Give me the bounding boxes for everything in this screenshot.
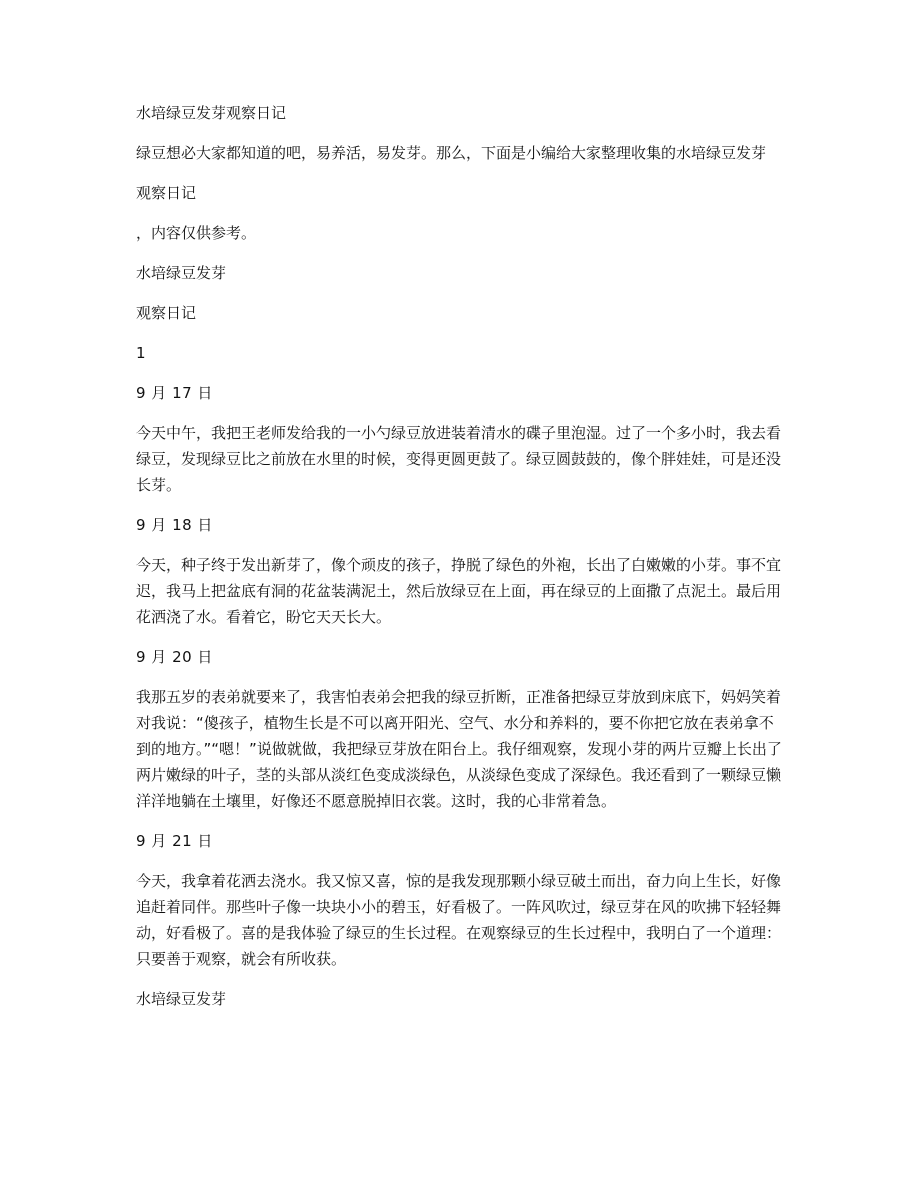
entry-date: 9 月 17 日 [136, 384, 213, 402]
footer-heading: 水培绿豆发芽 [136, 990, 227, 1008]
section-heading: 水培绿豆发芽 [136, 264, 227, 282]
entry-date: 9 月 18 日 [136, 516, 213, 534]
entry-text: 今天中午，我把王老师发给我的一小勺绿豆放进装着清水的碟子里泡湿。过了一个多小时，我去看绿豆，发现绿豆比之前放在水里的时候，变得更圆更鼓了。绿豆圆鼓鼓的，像个胖娃娃，可是还没长芽。 [136, 424, 782, 494]
entry-text: 我那五岁的表弟就要来了，我害怕表弟会把我的绿豆折断，正准备把绿豆芽放到床底下，妈妈笑着对我说：“傻孩子，植物生长是不可以离开阳光、空气、水分和养料的，要不你把它放在表弟拿不到的地方。”“嗯！”说做就做，我把绿豆芽放在阳台上。我仔细观察，发现小芽的两片豆瓣上长出了两片嫩绿的叶子，茎的头部从淡红色变成淡绿色，从淡绿色变成了深绿色。我还看到了一颗绿豆懒洋洋地躺在土壤里，好像还不愿意脱掉旧衣裳。这时，我的心非常着急。 [136, 688, 782, 810]
entry-date: 9 月 21 日 [136, 832, 213, 850]
intro-note: ，内容仅供参考。 [136, 224, 257, 242]
section-subheading: 观察日记 [136, 304, 197, 322]
document-page [136, 100, 786, 1026]
intro-paragraph: 绿豆想必大家都知道的吧，易养活，易发芽。那么，下面是小编给大家整理收集的水培绿豆发芽 [136, 144, 767, 162]
entry-date: 9 月 20 日 [136, 648, 213, 666]
section-number: 1 [136, 344, 146, 362]
intro-continuation: 观察日记 [136, 184, 197, 202]
entry-text: 今天，种子终于发出新芽了，像个顽皮的孩子，挣脱了绿色的外袍，长出了白嫩嫩的小芽。事不宜迟，我马上把盆底有洞的花盆装满泥土，然后放绿豆在上面，再在绿豆的上面撒了点泥土。最后用花洒浇了水。看着它，盼它天天长大。 [136, 556, 782, 626]
document-title: 水培绿豆发芽观察日记 [136, 104, 287, 122]
entry-text: 今天，我拿着花洒去浇水。我又惊又喜，惊的是我发现那颗小绿豆破土而出，奋力向上生长，好像追赶着同伴。那些叶子像一块块小小的碧玉，好看极了。一阵风吹过，绿豆芽在风的吹拂下轻轻舞动，好看极了。喜的是我体验了绿豆的生长过程。在观察绿豆的生长过程中，我明白了一个道理：只要善于观察，就会有所收获。 [136, 872, 782, 968]
